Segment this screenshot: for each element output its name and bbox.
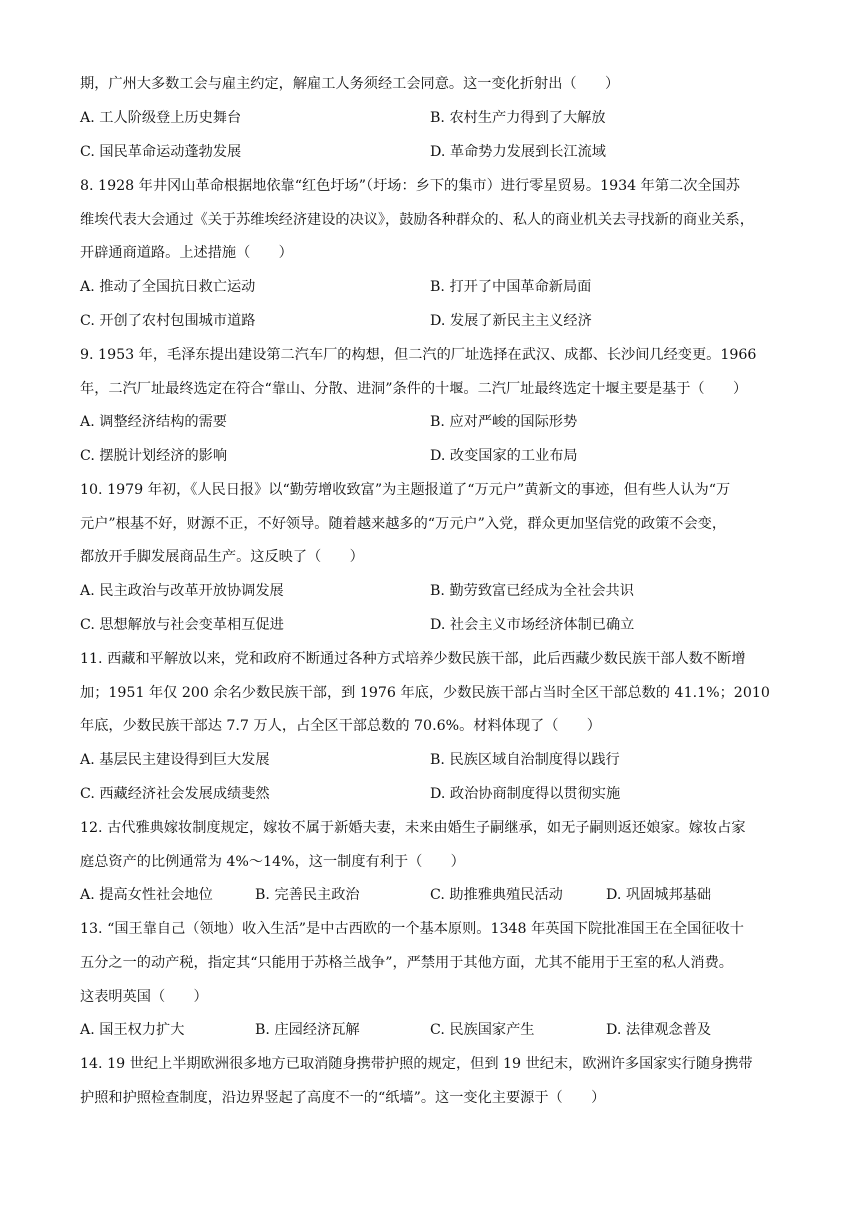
- q12-option-d: D. 巩固城邦基础: [606, 887, 712, 903]
- q13-stem-line-3: 这表明英国（ ）: [80, 989, 208, 1005]
- q12-stem-line-1: 12. 古代雅典嫁妆制度规定，嫁妆不属于新婚夫妻，未来由婚生子嗣继承，如无子嗣则返还娘家。嫁妆占家: [80, 820, 746, 836]
- q12-option-c: C. 助推雅典殖民活动: [430, 887, 563, 903]
- q11-stem-line-2: 加；1951 年仅 200 余名少数民族干部，到 1976 年底，少数民族干部占当时全区干部总数的 41.1%；2010: [80, 685, 770, 701]
- q9-stem-line-1: 9. 1953 年，毛泽东提出建设第二汽车厂的构想，但二汽的厂址选择在武汉、成都、长沙间几经变更。1966: [80, 347, 757, 363]
- q11-option-b: B. 民族区域自治制度得以践行: [430, 752, 620, 768]
- q7-option-d: D. 革命势力发展到长江流域: [430, 144, 606, 160]
- q9-option-c: C. 摆脱计划经济的影响: [80, 448, 228, 464]
- q9-option-b: B. 应对严峻的国际形势: [430, 414, 578, 430]
- q8-stem-line-2: 维埃代表大会通过《关于苏维埃经济建设的决议》，鼓励各种群众的、私人的商业机关去寻找新的商业关系，: [80, 212, 754, 228]
- q10-stem-line-2: 元户”根基不好，财源不正，不好领导。随着越来越多的“万元户”入党，群众更加坚信党的政策不会变，: [80, 516, 727, 532]
- q11-stem-line-3: 年底，少数民族干部达 7.7 万人，占全区干部总数的 70.6%。材料体现了（ ）: [80, 718, 601, 734]
- q13-option-b: B. 庄园经济瓦解: [255, 1022, 360, 1038]
- q7-option-a: A. 工人阶级登上历史舞台: [80, 110, 242, 126]
- q12-stem-line-2: 庭总资产的比例通常为 4%～14%，这一制度有利于（ ）: [80, 854, 465, 870]
- q12-option-b: B. 完善民主政治: [255, 887, 360, 903]
- q10-option-a: A. 民主政治与改革开放协调发展: [80, 583, 284, 599]
- q13-option-d: D. 法律观念普及: [606, 1022, 712, 1038]
- q8-option-c: C. 开创了农村包围城市道路: [80, 313, 256, 329]
- q9-option-a: A. 调整经济结构的需要: [80, 414, 227, 430]
- q11-option-c: C. 西藏经济社会发展成绩斐然: [80, 786, 270, 802]
- q10-stem-line-1: 10. 1979 年初，《人民日报》以“勤劳增收致富”为主题报道了“万元户”黄新文的事迹，但有些人认为“万: [80, 482, 731, 498]
- q10-option-b: B. 勤劳致富已经成为全社会共识: [430, 583, 634, 599]
- q7-option-c: C. 国民革命运动蓬勃发展: [80, 144, 242, 160]
- q13-option-c: C. 民族国家产生: [430, 1022, 535, 1038]
- q14-stem-line-1: 14. 19 世纪上半期欧洲很多地方已取消随身携带护照的规定，但到 19 世纪末，欧洲许多国家实行随身携带: [80, 1056, 753, 1072]
- q8-stem-line-1: 8. 1928 年井冈山革命根据地依靠“红色圩场”（圩场：乡下的集市）进行零星贸易。1934 年第二次全国苏: [80, 178, 740, 194]
- q13-option-a: A. 国王权力扩大: [80, 1022, 185, 1038]
- q8-stem-line-3: 开辟通商道路。上述措施（ ）: [80, 245, 293, 261]
- q8-option-a: A. 推动了全国抗日救亡运动: [80, 279, 256, 295]
- q7-stem-line-1: 期，广州大多数工会与雇主约定，解雇工人务须经工会同意。这一变化折射出（ ）: [80, 76, 620, 92]
- q10-option-d: D. 社会主义市场经济体制已确立: [430, 617, 635, 633]
- q13-stem-line-1: 13. “国王靠自己（领地）收入生活”是中古西欧的一个基本原则。1348 年英国下院批准国王在全国征收十: [80, 921, 744, 937]
- q8-option-d: D. 发展了新民主主义经济: [430, 313, 592, 329]
- q12-option-a: A. 提高女性社会地位: [80, 887, 213, 903]
- q11-option-d: D. 政治协商制度得以贯彻实施: [430, 786, 621, 802]
- q11-option-a: A. 基层民主建设得到巨大发展: [80, 752, 270, 768]
- q11-stem-line-1: 11. 西藏和平解放以来，党和政府不断通过各种方式培养少数民族干部，此后西藏少数民族干部人数不断增: [80, 651, 746, 667]
- q10-stem-line-3: 都放开手脚发展商品生产。这反映了（ ）: [80, 549, 364, 565]
- q8-option-b: B. 打开了中国革命新局面: [430, 279, 592, 295]
- q14-stem-line-2: 护照和护照检查制度，沿边界竖起了高度不一的“纸墙”。这一变化主要源于（ ）: [80, 1090, 606, 1106]
- q9-stem-line-2: 年，二汽厂址最终选定在符合“靠山、分散、进洞”条件的十堰。二汽厂址最终选定十堰主要是基于（ ）: [80, 381, 748, 397]
- q13-stem-line-2: 五分之一的动产税，指定其“只能用于苏格兰战争”，严禁用于其他方面，尤其不能用于王室的私人消费。: [80, 955, 733, 971]
- q7-option-b: B. 农村生产力得到了大解放: [430, 110, 606, 126]
- q9-option-d: D. 改变国家的工业布局: [430, 448, 578, 464]
- q10-option-c: C. 思想解放与社会变革相互促进: [80, 617, 284, 633]
